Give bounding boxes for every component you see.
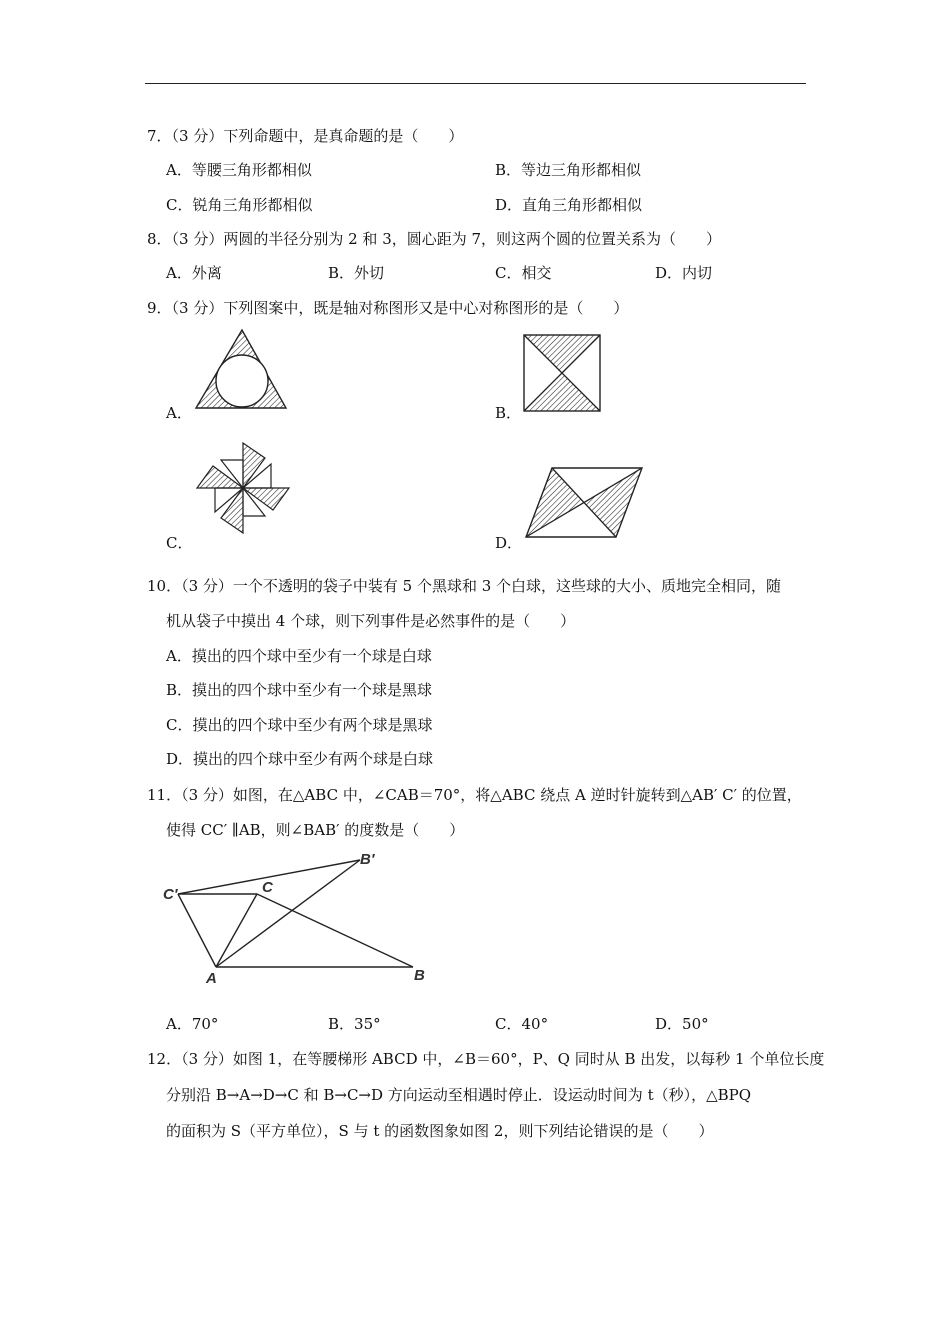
q9-option-b-label[interactable]: B．: [495, 404, 522, 422]
q10-option-a[interactable]: A．摸出的四个球中至少有一个球是白球: [166, 647, 432, 665]
q9-figure-c-pinwheel[interactable]: [193, 438, 295, 538]
label-c-prime: C′: [163, 886, 178, 903]
q8-stem: 8．（3 分）两圆的半径分别为 2 和 3，圆心距为 7，则这两个圆的位置关系为（ ）: [147, 230, 722, 248]
label-a: A: [206, 970, 217, 987]
q9-figure-a-triangle-circle[interactable]: [190, 328, 290, 412]
q8-option-d[interactable]: D．内切: [655, 264, 713, 282]
q10-stem-line1: 10．（3 分）一个不透明的袋子中装有 5 个黑球和 3 个白球，这些球的大小、质地完全相同，随: [147, 577, 782, 595]
q11-option-c[interactable]: C．40°: [495, 1015, 549, 1033]
q9-stem: 9．（3 分）下列图案中，既是轴对称图形又是中心对称图形的是（ ）: [147, 299, 629, 317]
q11-option-b[interactable]: B．35°: [328, 1015, 381, 1033]
q7-option-d[interactable]: D．直角三角形都相似: [495, 196, 643, 214]
q10-option-c[interactable]: C．摸出的四个球中至少有两个球是黑球: [166, 716, 433, 734]
q9-option-a-label[interactable]: A．: [166, 404, 192, 422]
q12-stem-line1: 12．（3 分）如图 1，在等腰梯形 ABCD 中，∠B＝60°，P、Q 同时从 B 出发，以每秒 1 个单位长度: [147, 1050, 825, 1068]
q8-option-b[interactable]: B．外切: [328, 264, 385, 282]
q8-option-a[interactable]: A．外离: [166, 264, 222, 282]
q10-stem-line2: 机从袋子中摸出 4 个球，则下列事件是必然事件的是（ ）: [166, 612, 576, 630]
q7-stem: 7．（3 分）下列命题中，是真命题的是（ ）: [147, 127, 464, 145]
q11-option-a[interactable]: A．70°: [166, 1015, 219, 1033]
q9-figure-d-parallelogram[interactable]: [524, 465, 644, 539]
q7-option-b[interactable]: B．等边三角形都相似: [495, 161, 642, 179]
q9-option-d-label[interactable]: D．: [495, 534, 523, 552]
q9-figure-b-square-hourglass[interactable]: [522, 333, 602, 413]
q12-stem-line2: 分别沿 B→A→D→C 和 B→C→D 方向运动至相遇时停止．设运动时间为 t（秒），△BPQ: [166, 1086, 752, 1104]
label-b-prime: B′: [360, 851, 375, 868]
q7-option-c[interactable]: C．锐角三角形都相似: [166, 196, 313, 214]
label-c: C: [262, 879, 273, 896]
label-b: B: [414, 967, 425, 984]
q8-option-c[interactable]: C．相交: [495, 264, 552, 282]
q9-option-c-label[interactable]: C．: [166, 534, 193, 552]
q10-option-d[interactable]: D．摸出的四个球中至少有两个球是白球: [166, 750, 434, 768]
q7-option-a[interactable]: A．等腰三角形都相似: [166, 161, 312, 179]
q11-option-d[interactable]: D．50°: [655, 1015, 709, 1033]
q11-stem-line2: 使得 CC′ ∥AB，则∠BAB′ 的度数是（ ）: [166, 821, 465, 839]
q12-stem-line3: 的面积为 S（平方单位），S 与 t 的函数图象如图 2，则下列结论错误的是（ ）: [166, 1122, 714, 1140]
q10-option-b[interactable]: B．摸出的四个球中至少有一个球是黑球: [166, 681, 433, 699]
header-rule: [145, 83, 806, 84]
q11-rotation-figure: [158, 846, 438, 988]
q11-stem-line1: 11．（3 分）如图，在△ABC 中，∠CAB＝70°，将△ABC 绕点 A 逆时针旋转到△AB′ C′ 的位置，: [147, 786, 802, 804]
